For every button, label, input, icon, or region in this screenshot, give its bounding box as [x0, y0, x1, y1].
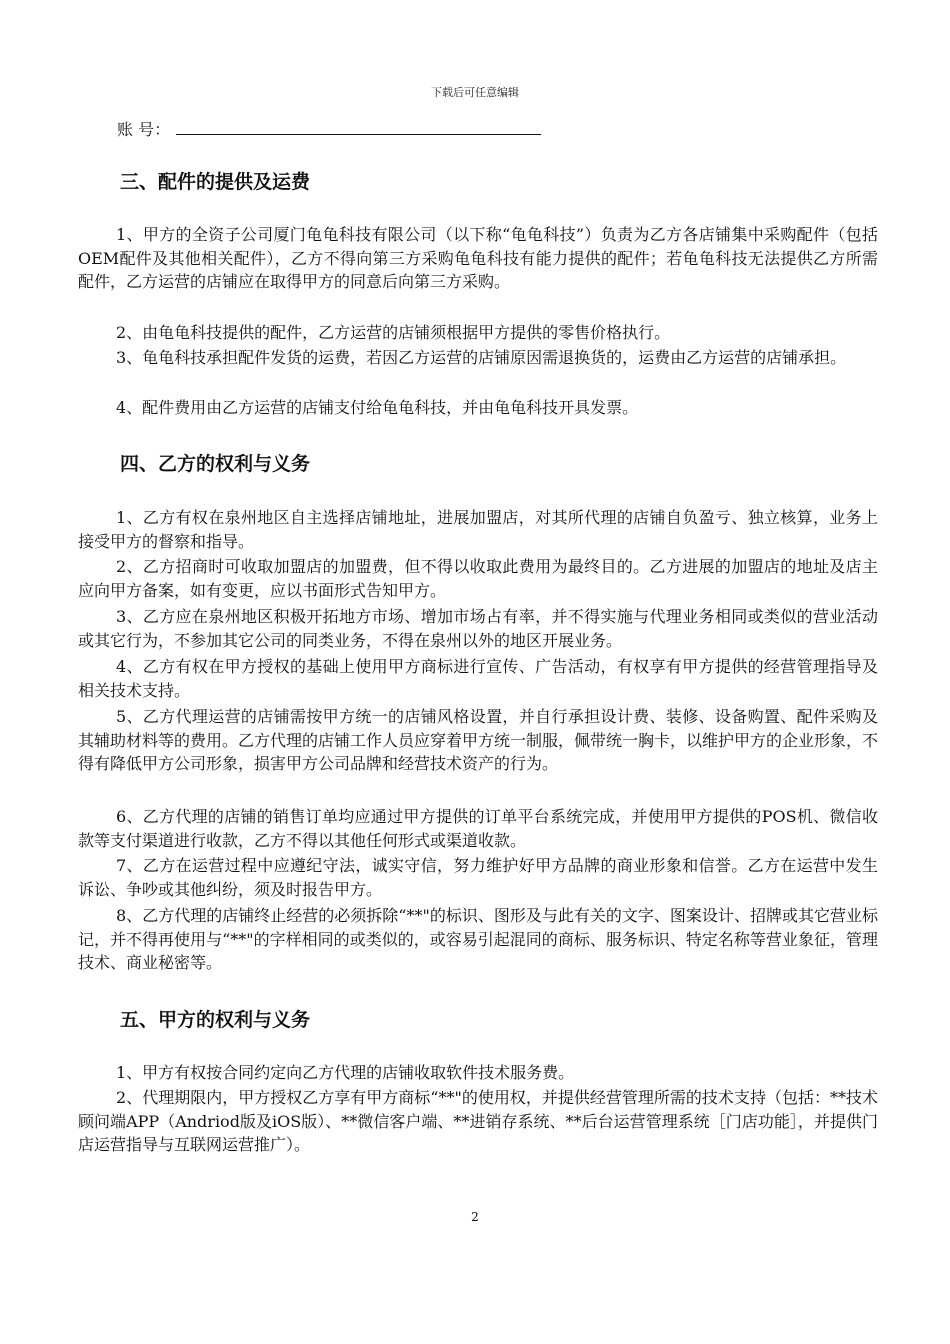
account-line [117, 117, 541, 140]
section-4-paragraph-1: 1、乙方有权在泉州地区自主选择店铺地址，进展加盟店，对其所代理的店铺自负盈亏、独立核算，业务上接受甲方的督察和指导。 [78, 508, 878, 551]
section-4-paragraph-4: 4、乙方有权在甲方授权的基础上使用甲方商标进行宣传、广告活动，有权享有甲方提供的经营管理指导及相关技术支持。 [78, 657, 878, 700]
section-5-heading: 五、甲方的权利与义务 [120, 1009, 311, 1031]
account-blank-line [176, 120, 541, 135]
section-3-heading: 三、配件的提供及运费 [120, 171, 311, 193]
section-4-paragraph-3: 3、乙方应在泉州地区积极开拓地方市场、增加市场占有率，并不得实施与代理业务相同或类似的营业活动或其它行为，不参加其它公司的同类业务，不得在泉州以外的地区开展业务。 [78, 607, 878, 650]
section-3-paragraph-2: 2、由龟龟科技提供的配件，乙方运营的店铺须根据甲方提供的零售价格执行。 [116, 323, 671, 342]
page-number: 2 [471, 1210, 479, 1224]
section-5-paragraph-1: 1、甲方有权按合同约定向乙方代理的店铺收取软件技术服务费。 [116, 1063, 575, 1082]
section-4-paragraph-5: 5、乙方代理运营的店铺需按甲方统一的店铺风格设置，并自行承担设计费、装修、设备购置、配件采购及其辅助材料等的费用。乙方代理的店铺工作人员应穿着甲方统一制服，佩带统一胸卡，以维护甲方的企业形象，不得有降低甲方公司形象，损害甲方公司品牌和经营技术资产的行为。 [78, 707, 879, 773]
header-note: 下载后可任意编辑 [431, 86, 519, 99]
section-4-paragraph-8: 8、乙方代理的店铺终止经营的必须拆除“**"的标识、图形及与此有关的文字、图案设计、招牌或其它营业标记，并不得再使用与“**"的字样相同的或类似的，或容易引起混同的商标、服务标识、特定名称等营业象征，管理技术、商业秘密等。 [78, 906, 878, 972]
account-label: 账 号： [117, 120, 171, 139]
section-4-paragraph-6: 6、乙方代理的店铺的销售订单均应通过甲方提供的订单平台系统完成，并使用甲方提供的POS机、微信收款等支付渠道进行收款，乙方不得以其他任何形式或渠道收款。 [78, 807, 878, 850]
section-4-paragraph-7: 7、乙方在运营过程中应遵纪守法，诚实守信，努力维护好甲方品牌的商业形象和信誉。乙方在运营中发生诉讼、争吵或其他纠纷，须及时报告甲方。 [78, 856, 878, 899]
section-3-paragraph-4: 4、配件费用由乙方运营的店铺支付给龟龟科技，并由龟龟科技开具发票。 [116, 398, 639, 417]
section-3-paragraph-3: 3、龟龟科技承担配件发货的运费，若因乙方运营的店铺原因需退换货的，运费由乙方运营的店铺承担。 [116, 348, 847, 367]
section-4-paragraph-2: 2、乙方招商时可收取加盟店的加盟费，但不得以收取此费用为最终目的。乙方进展的加盟店的地址及店主应向甲方备案，如有变更，应以书面形式告知甲方。 [78, 557, 878, 600]
section-3-paragraph-1: 1、甲方的全资子公司厦门龟龟科技有限公司（以下称“龟龟科技”）负责为乙方各店铺集中采购配件（包括OEM配件及其他相关配件），乙方不得向第三方采购龟龟科技有能力提供的配件；若龟龟科技无法提供乙方所需配件，乙方运营的店铺应在取得甲方的同意后向第三方采购。 [78, 225, 878, 291]
section-5-paragraph-2: 2、代理期限内，甲方授权乙方享有甲方商标“**"的使用权，并提供经营管理所需的技术支持（包括：**技术顾问端APP（Andriod版及iOS版）、**微信客户端、**进销存系统、**后台运营管理系统［门店功能］，并提供门店运营指导与互联网运营推广）。 [78, 1088, 878, 1154]
section-4-heading: 四、乙方的权利与义务 [120, 453, 311, 475]
